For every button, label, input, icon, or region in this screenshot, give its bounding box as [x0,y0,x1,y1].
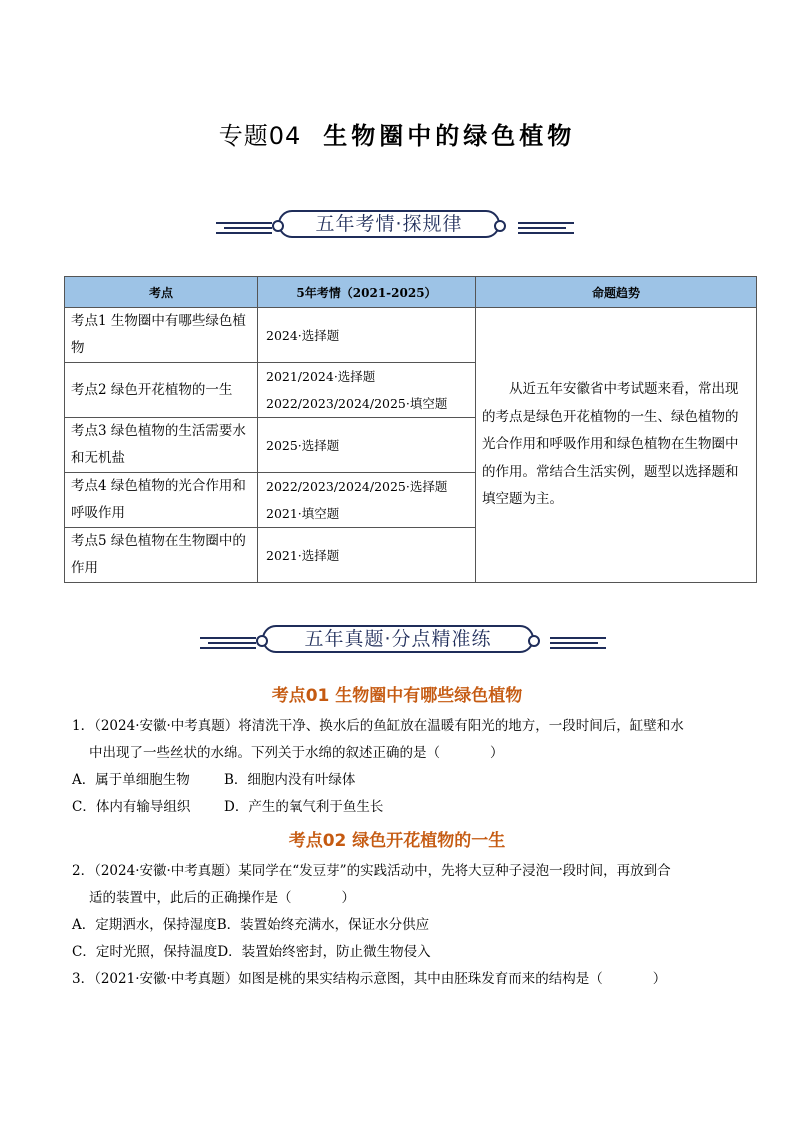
topic-name: 生物圈中的绿色植物 [323,122,576,150]
row-years [258,363,476,418]
stem-line: 1．（2024·安徽·中考真题）将清洗干净、换水后的鱼缸放在温暖有阳光的地方，一段时间后，缸壁和水 [72,718,684,734]
row-point: 考点1 生物圈中有哪些绿色植物 [65,308,258,363]
year-entry: 2022/2023/2024/2025·选择题 [266,479,448,494]
banner-right-lines [550,637,606,649]
header-years: 5年考情（2021-2025） [258,277,476,308]
stem-line: 适的装置中，此后的正确操作是（ ） [89,890,355,906]
banner-right-lines [518,222,574,234]
question-2-options-row-2 [72,939,431,966]
option-d[interactable]: D．装置始终密封，防止微生物侵入 [217,944,431,960]
section-heading-1: 考点01 生物圈中有哪些绿色植物 [271,686,523,706]
year-entry: 2021/2024·选择题 [266,369,376,384]
row-point: 考点2 绿色开花植物的一生 [65,363,258,418]
banner-left-lines [200,637,256,649]
banner-five-year-overview [0,210,794,244]
page-title [0,116,794,151]
year-entry: 2021·选择题 [266,547,340,563]
row-years [258,528,476,583]
banner-five-year-exams [0,625,794,659]
question-1-options-row-1 [72,767,355,794]
row-point: 考点3 绿色植物的生活需要水和无机盐 [65,418,258,473]
row-years [258,418,476,473]
row-point: 考点5 绿色植物在生物圈中的作用 [65,528,258,583]
question-2-stem [72,858,752,912]
option-b[interactable]: B．细胞内没有叶绿体 [224,772,356,788]
question-1-options-row-2 [72,794,383,821]
banner-label: 五年真题·分点精准练 [262,625,534,653]
banner-left-lines [216,222,272,234]
option-a[interactable]: A．属于单细胞生物 [72,772,190,788]
topic-number: 专题04 [218,122,302,150]
stem-line: 2．（2024·安徽·中考真题）某同学在“发豆芽”的实践活动中，先将大豆种子浸泡一段时间，再放到合 [72,863,671,879]
table-header-row [65,277,757,308]
question-3-stem: 3．（2021·安徽·中考真题）如图是桃的果实结构示意图，其中由胚珠发育而来的结构是（ ） [72,971,667,987]
row-years [258,308,476,363]
year-entry: 2021·填空题 [266,506,340,521]
option-a[interactable]: A．定期洒水，保持湿度 [72,917,217,933]
table-row [65,308,757,363]
question-1-stem [72,713,752,767]
section-heading-2: 考点02 绿色开花植物的一生 [288,831,506,851]
option-d[interactable]: D．产生的氧气利于鱼生长 [224,799,384,815]
option-c[interactable]: C．体内有输导组织 [72,799,191,815]
banner-label: 五年考情·探规律 [278,210,500,238]
year-entry: 2022/2023/2024/2025·填空题 [266,396,448,411]
year-entry: 2024·选择题 [266,327,340,343]
header-trend: 命题趋势 [476,277,757,308]
trend-text: 从近五年安徽省中考试题来看，常出现的考点是绿色开花植物的一生、绿色植物的光合作用和呼吸作用和绿色植物在生物圈中的作用。常结合生活实例，题型以选择题和填空题为主。 [476,308,757,583]
row-point: 考点4 绿色植物的光合作用和呼吸作用 [65,473,258,528]
exam-overview-table [64,276,757,583]
row-years [258,473,476,528]
option-c[interactable]: C．定时光照，保持温度 [72,944,218,960]
header-point: 考点 [65,277,258,308]
stem-line: 中出现了一些丝状的水绵。下列关于水绵的叙述正确的是（ ） [89,745,504,761]
question-2-options-row-1 [72,912,429,939]
year-entry: 2025·选择题 [266,437,340,453]
option-b[interactable]: B．装置始终充满水，保证水分供应 [216,917,430,933]
